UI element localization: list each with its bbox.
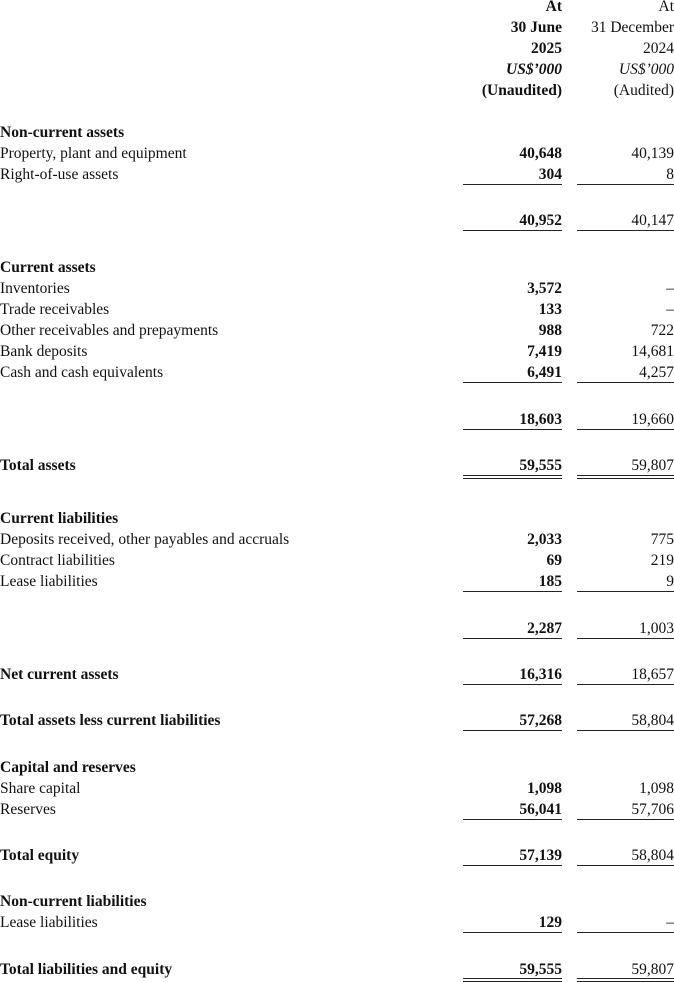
rule bbox=[577, 591, 674, 592]
table-row bbox=[0, 799, 674, 820]
subtotal-row bbox=[0, 210, 674, 231]
table-row bbox=[0, 778, 674, 799]
value-current: 3,572 bbox=[527, 280, 562, 297]
row-label: Inventories bbox=[0, 280, 70, 297]
row-label: Reserves bbox=[0, 801, 56, 818]
row-label: Contract liabilities bbox=[0, 552, 115, 569]
row-label: Deposits received, other payables and accruals bbox=[0, 531, 290, 548]
total-row bbox=[0, 710, 674, 731]
row-label: Bank deposits bbox=[0, 343, 88, 360]
section-heading bbox=[0, 757, 674, 778]
section-heading bbox=[0, 508, 674, 529]
table-row bbox=[0, 278, 674, 299]
value-prior: 40,147 bbox=[631, 212, 674, 229]
rule bbox=[577, 684, 674, 685]
total-row bbox=[0, 455, 674, 476]
col1-unit: US$’000 bbox=[506, 61, 562, 78]
double-rule bbox=[577, 475, 674, 479]
value-prior: – bbox=[666, 914, 674, 931]
table-row bbox=[0, 912, 674, 933]
value-prior: 58,804 bbox=[631, 712, 674, 729]
row-label: Trade receivables bbox=[0, 301, 110, 318]
value-current: 18,603 bbox=[519, 411, 562, 428]
value-prior: – bbox=[666, 280, 674, 297]
value-prior: 1,098 bbox=[639, 780, 674, 797]
rule bbox=[577, 819, 674, 820]
value-prior: 19,660 bbox=[631, 411, 674, 428]
row-label: Net current assets bbox=[0, 666, 119, 683]
col1-status: (Unaudited) bbox=[481, 82, 562, 99]
value-current: 7,419 bbox=[527, 343, 562, 360]
value-current: 2,287 bbox=[527, 620, 562, 637]
value-prior: 18,657 bbox=[631, 666, 674, 683]
value-prior: 4,257 bbox=[639, 364, 674, 381]
col2-status: (Audited) bbox=[613, 82, 674, 99]
value-prior: 9 bbox=[666, 573, 674, 590]
rule bbox=[463, 230, 562, 231]
rule bbox=[577, 865, 674, 866]
value-prior: 58,804 bbox=[631, 847, 674, 864]
rule bbox=[463, 819, 562, 820]
value-current: 988 bbox=[538, 322, 562, 339]
value-current: 129 bbox=[538, 914, 562, 931]
value-prior: 1,003 bbox=[639, 620, 674, 637]
heading-label: Non-current liabilities bbox=[0, 893, 147, 910]
table-row bbox=[0, 550, 674, 571]
total-row bbox=[0, 664, 674, 685]
col1-date: 30 June bbox=[510, 19, 562, 36]
subtotal-row bbox=[0, 409, 674, 430]
value-prior: 57,706 bbox=[631, 801, 674, 818]
value-current: 57,268 bbox=[519, 712, 562, 729]
section-heading bbox=[0, 122, 674, 143]
rule bbox=[577, 429, 674, 430]
table-row bbox=[0, 320, 674, 341]
value-prior: – bbox=[666, 301, 674, 318]
value-current: 40,952 bbox=[519, 212, 562, 229]
rule bbox=[463, 591, 562, 592]
value-prior: 59,807 bbox=[631, 961, 674, 978]
value-current: 40,648 bbox=[519, 145, 562, 162]
value-current: 57,139 bbox=[519, 847, 562, 864]
row-label: Cash and cash equivalents bbox=[0, 364, 164, 381]
value-current: 59,555 bbox=[519, 457, 562, 474]
table-row bbox=[0, 143, 674, 164]
rule bbox=[463, 865, 562, 866]
col2-unit: US$’000 bbox=[618, 61, 674, 78]
rule bbox=[577, 638, 674, 639]
rule bbox=[577, 184, 674, 185]
rule bbox=[463, 382, 562, 383]
rule bbox=[577, 730, 674, 731]
row-label: Total equity bbox=[0, 847, 80, 864]
heading-label: Capital and reserves bbox=[0, 759, 136, 776]
value-prior: 775 bbox=[650, 531, 674, 548]
table-row bbox=[0, 299, 674, 320]
rule bbox=[463, 684, 562, 685]
value-current: 2,033 bbox=[527, 531, 562, 548]
rule bbox=[463, 730, 562, 731]
col1-year: 2025 bbox=[531, 40, 562, 57]
value-current: 1,098 bbox=[527, 780, 562, 797]
section-heading bbox=[0, 257, 674, 278]
rule bbox=[577, 230, 674, 231]
table-row bbox=[0, 164, 674, 185]
col2-year: 2024 bbox=[643, 40, 674, 57]
rule bbox=[463, 638, 562, 639]
subtotal-row bbox=[0, 618, 674, 639]
col2-date: 31 December bbox=[590, 19, 674, 36]
double-rule bbox=[577, 978, 674, 982]
value-current: 16,316 bbox=[519, 666, 562, 683]
value-current: 133 bbox=[538, 301, 562, 318]
rule bbox=[577, 932, 674, 933]
row-label: Right-of-use assets bbox=[0, 166, 119, 183]
total-row bbox=[0, 845, 674, 866]
value-prior: 8 bbox=[666, 166, 674, 183]
value-prior: 14,681 bbox=[631, 343, 674, 360]
value-current: 56,041 bbox=[519, 801, 562, 818]
row-label: Total assets bbox=[0, 457, 76, 474]
table-row bbox=[0, 529, 674, 550]
rule bbox=[463, 184, 562, 185]
heading-label: Current liabilities bbox=[0, 510, 119, 527]
row-label: Other receivables and prepayments bbox=[0, 322, 219, 339]
value-prior: 59,807 bbox=[631, 457, 674, 474]
rule bbox=[463, 932, 562, 933]
value-current: 304 bbox=[538, 166, 562, 183]
rule bbox=[577, 382, 674, 383]
value-prior: 40,139 bbox=[631, 145, 674, 162]
row-label: Share capital bbox=[0, 780, 81, 797]
value-current: 6,491 bbox=[527, 364, 562, 381]
heading-label: Current assets bbox=[0, 259, 96, 276]
value-prior: 722 bbox=[650, 322, 674, 339]
value-current: 59,555 bbox=[519, 961, 562, 978]
table-row bbox=[0, 571, 674, 592]
row-label: Lease liabilities bbox=[0, 914, 98, 931]
value-current: 69 bbox=[546, 552, 562, 569]
col2-at: At bbox=[658, 0, 674, 15]
double-rule bbox=[463, 978, 562, 982]
row-label: Lease liabilities bbox=[0, 573, 98, 590]
rule bbox=[463, 429, 562, 430]
row-label: Total liabilities and equity bbox=[0, 961, 173, 978]
value-current: 185 bbox=[538, 573, 562, 590]
value-prior: 219 bbox=[650, 552, 674, 569]
table-row bbox=[0, 341, 674, 362]
section-heading bbox=[0, 891, 674, 912]
row-label: Property, plant and equipment bbox=[0, 145, 187, 162]
heading-label: Non-current assets bbox=[0, 124, 125, 141]
row-label: Total assets less current liabilities bbox=[0, 712, 221, 729]
col1-at: At bbox=[545, 0, 562, 15]
total-row bbox=[0, 959, 674, 980]
table-row bbox=[0, 362, 674, 383]
double-rule bbox=[463, 475, 562, 479]
